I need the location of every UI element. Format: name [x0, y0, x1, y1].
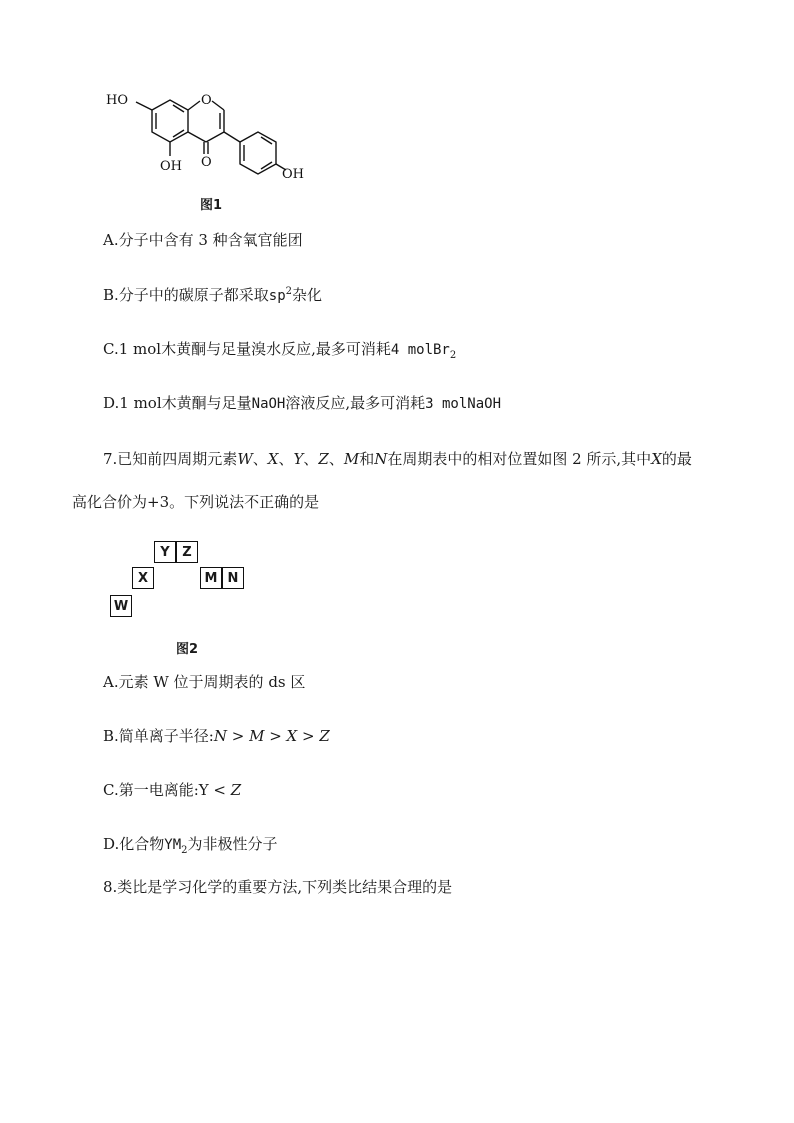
atom-oh-right: OH: [282, 167, 304, 182]
cell-y: Y: [154, 541, 176, 563]
figure-1: [100, 86, 310, 216]
cell-x: X: [132, 567, 154, 589]
figure-2: [108, 535, 268, 655]
atom-ho-left: HO: [106, 93, 128, 108]
option-6a: A.分子中含有 3 种含氧官能团: [103, 231, 303, 249]
atom-carbonyl-o: O: [201, 155, 212, 170]
question-7-line-2: 高化合价为+3。下列说法不正确的是: [72, 493, 320, 511]
option-6b: B.分子中的碳原子都采取$sp^2$杂化: [103, 286, 323, 304]
option-7c: C.第一电离能:Y < Z: [103, 781, 242, 799]
atom-ring-o: O: [201, 93, 212, 108]
cell-w: W: [110, 595, 132, 617]
cell-n: N: [222, 567, 244, 589]
figure-2-caption: 图2: [176, 642, 199, 657]
option-6d: D.1 mol木黄酮与足量NaOH溶液反应,最多可消耗3 molNaOH: [103, 394, 501, 412]
question-8: 8.类比是学习化学的重要方法,下列类比结果合理的是: [103, 878, 453, 896]
molecule-structure: [100, 86, 310, 196]
question-7-line-1: 7.已知前四周期元素W、X、Y、Z、M和N在周期表中的相对位置如图 2 所示,其中X的最: [103, 450, 692, 468]
option-7d: D.化合物$YM_2$为非极性分子: [103, 835, 278, 856]
option-7a: A.元素 W 位于周期表的 ds 区: [103, 673, 306, 691]
option-6c: C.1 mol木黄酮与足量溴水反应,最多可消耗4 molBr$_2$: [103, 340, 457, 361]
option-7b: B.简单离子半径:N > M > X > Z: [103, 727, 330, 745]
cell-z: Z: [176, 541, 198, 563]
cell-m: M: [200, 567, 222, 589]
atom-oh-bottom: OH: [160, 159, 182, 174]
figure-1-caption: 图1: [200, 198, 223, 213]
